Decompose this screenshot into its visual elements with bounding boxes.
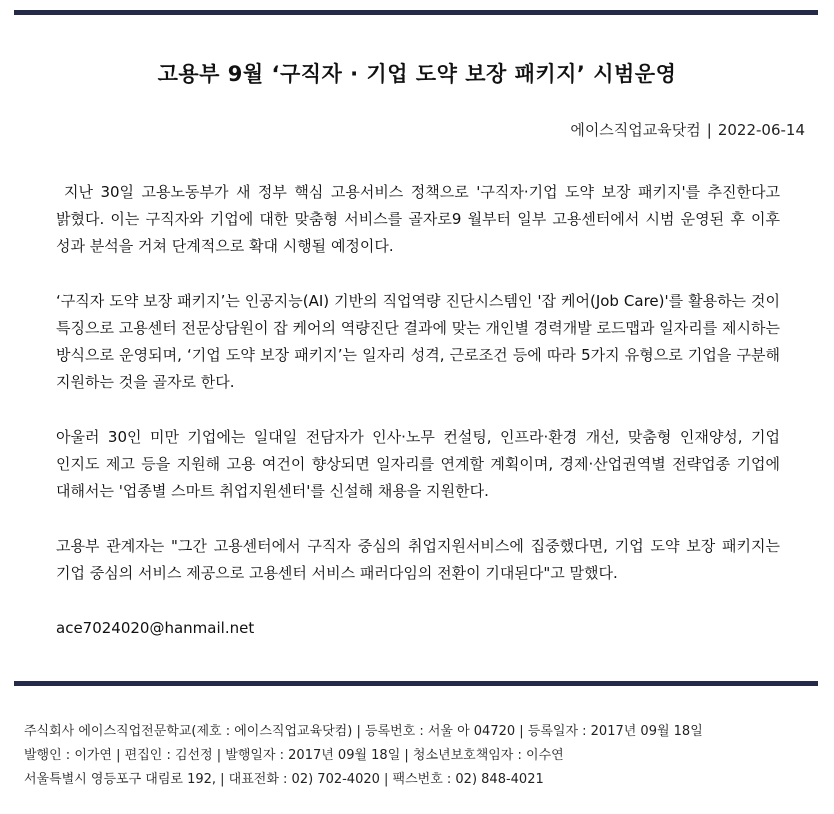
byline-separator: | [706, 121, 712, 139]
article-date: 2022-06-14 [717, 121, 805, 139]
site-footer [24, 720, 824, 792]
article-body [56, 179, 780, 642]
article-paragraph-2: ‘구직자 도약 보장 패키지’는 인공지능(AI) 기반의 직업역량 진단시스템인 '잡 케어(Job Care)'를 활용하는 것이 특징으로 고용센터 전문상담원이 잡 케어의 역량진단 결과에 맞는 개인별 경력개발 로드맵과 일자리를 제시하는 방식으로 운영되며, ‘기업 도약 보장 패키지’는 일자리 성격, 근로조건 등에 따라 5가지 유형으로 기업을 구분해 지원하는 것을 골자로 한다. [56, 292, 780, 391]
top-divider [14, 10, 818, 15]
article-title: 고용부 9월 ‘구직자 · 기업 도약 보장 패키지’ 시범운영 [157, 62, 677, 87]
bottom-divider [14, 681, 818, 686]
footer-publisher-info: 발행인 : 이가연 | 편집인 : 김선정 | 발행일자 : 2017년 09월 18일 | 청소년보호책임자 : 이수연 [24, 748, 564, 763]
article-paragraph-1: 지난 30일 고용노동부가 새 정부 핵심 고용서비스 정책으로 '구직자·기업 도약 보장 패키지'를 추진한다고 밝혔다. 이는 구직자와 기업에 대한 맞춤형 서비스를 골자로9 월부터 일부 고용센터에서 시범 운영된 후 이후 성과 분석을 거쳐 단계적으로 확대 시행될 예정이다. [56, 183, 780, 255]
article-source[interactable]: 에이스직업교육닷컴 [570, 121, 701, 139]
reporter-email[interactable]: ace7024020@hanmail.net [56, 619, 255, 637]
footer-company-info: 주식회사 에이스직업전문학교(제호 : 에이스직업교육닷컴) | 등록번호 : 서울 아 04720 | 등록일자 : 2017년 09월 18일 [24, 724, 703, 739]
article-paragraph-4: 고용부 관계자는 "그간 고용센터에서 구직자 중심의 취업지원서비스에 집중했다면, 기업 도약 보장 패키지는 기업 중심의 서비스 제공으로 고용센터 서비스 패러다임의 전환이 기대된다"고 말했다. [56, 537, 780, 582]
article-paragraph-3: 아울러 30인 미만 기업에는 일대일 전담자가 인사·노무 컨설팅, 인프라·환경 개선, 맞춤형 인재양성, 기업 인지도 제고 등을 지원해 고용 여건이 향상되면 일자리를 연계할 계획이며, 경제·산업권역별 전략업종 기업에 대해서는 '업종별 스마트 취업지원센터'를 신설해 채용을 지원한다. [56, 428, 780, 500]
article-byline [570, 119, 805, 140]
footer-contact-info: 서울특별시 영등포구 대림로 192, | 대표전화 : 02) 702-4020 | 팩스번호 : 02) 848-4021 [24, 772, 544, 787]
